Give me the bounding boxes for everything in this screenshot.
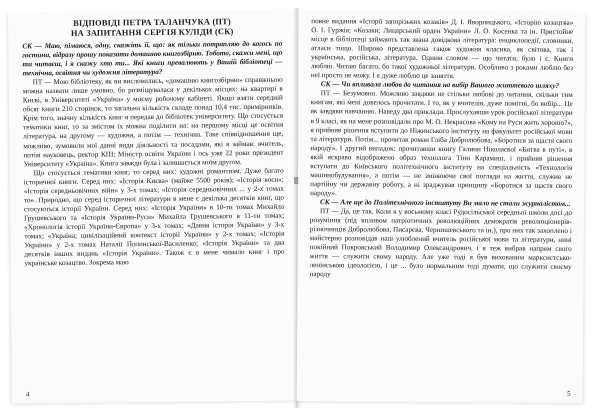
answer-paragraph: Що стосується тематики книг, то серед них: художні романтизм. Дуже багато історичної книги. Серед них: «Історія Києва» (майже 5500 років); «Історія воєн»; «Історія середньовічних війн» у 3-х томах; «Історія середньовічних ... у 2-х томах то». Природно, що серед історичної літератури в мене є декілька десятків книг, що стосуються історії України. Серед них: «Історія України» в 10-ти томах Михайла Грушевського та «Історія України-Руси» Михайла Грушевського в 11-ти томах; «Хронологія історії України-Європа» у 3-х томах; «Давня історія України» у 3-х томах; «Україна; цивілізаційний контекст історії України» у 2-х томах; «Історія України» у 2-х томах Наталії Полонської-Василенко; «Історія України» та два десятків інших видань «Історія України». Також є в мене чимало книг і про українське козацтво. Зокрема маю — [23, 166, 285, 268]
answer-paragraph: ПТ — Безумовно. Можливо завдяки не стільки любові до читання, скільки тим книгам, які мені довелось прочитати. І то, як у вчителів, дуже помітні, бо вибір... Це як завдяки навчанню. Наведу два приклади. Прослухавши урок російської літератури в 9 класі, як на мене розповідали про М. О. Некрасова «Кому на Руси жить хорошо?», я прийняв рішення вступити до Ніжинського інституту на факультет російської мови та літератури. Потім... прочитав роман Гліба Добролюбова, «Боротися за щастя свого народу». І другий випадок: прочитавши книгу Галини Ніколаєвої «Битва в путі», в якій яскраво відображено образ технолога Тіни Карамиш, і прийняв рішення вступати до Київського політехнічного інституту на спеціальність «Технологія машинобудування», а потім — не змінюючи свої погляди на життя, служив не партійну чи державну роботу, а ні зраджував принципу «Боротися за щастя свого народу». — [310, 89, 573, 198]
right-page — [297, 11, 586, 403]
question-paragraph: СК — Але ще до Політехнічного інституту Ви мало не стали журналістом... — [320, 198, 571, 208]
page-number-left: 4 — [25, 390, 30, 399]
answer-paragraph: ПТ — Да, це так. Коли я у восьмому класі Рудосільської середньої школи досі до розуміння (під впливом патріотичних революційних демократів революціонерів-різночинців Добролюбова, Писарєва, Чернишевського та ін.), про них так захоплено і майстерно розповідав наш улюблений вчитель російської мови та літератури, нині покійний Покровський Володимир Олександрович, і я теж вибрав напрям свого життя — служити свому народу. Але уже тоді я був вихованим марксистсько-ленінською ідеологією, і це ... було нормальним тоді думати, що служити своєму народу — [309, 207, 572, 279]
continuation-paragraph: повне видання «Історії запорізьких козаків» Д. І. Яворницького, «Історію козацтва» О. І. Гуржія; «Козаки; Лицарський орден України» Л. О. Косенка та ін. Пристойне місце в бібліотеці займають так звана довідкова література: енциклопедії, словники, атласи тощо. Широко представлена також художня класика, як світова, так і українська, російська, література. Одним словом — що читати, було і є. Книги люблю. Читаю багато, бо такої художньої літератури. Особливо з роками люблю без неї просто не можу. І я дуже люблю це заняття. — [310, 17, 574, 81]
left-page — [8, 11, 298, 404]
question-paragraph: СК — Чи впливала любов до читання на вибір Вашого життєвого шляху? — [320, 80, 560, 91]
question-paragraph: СК — Маю, пімаюся, одну, скажіть її, що: як тільки потрапляю до когось по гостини, відразу прошу показати домашню книгозбірню. Тобото, скажи мені, що ти читаєш, і я скажу хто ти... Які книги превалюють у Вашій бібліотеці — технічна, освітня чи художня література? — [22, 39, 283, 78]
answer-paragraph: ПТ — Мою бібліотеку, як ви висловились, «домашню книгозбірню» справжньою можна назвати лише умовно, бо розміщувалася у декількох місцях: на квартирі в Києві, в Університеті «Україна» у моєму робочому кабінеті. Якщо взяти середній обсяг книги 210 сторінок, то загальна кількість складе понад 10,4 тис. примірників. Крім того, значну кількість книг я передав до бібліотек університету. Що стосується тематики книг, то за змістом їх можна поділити на: на першому місці це освітня література, на другому — художня, а потім — технічна. Таке співвідношення ще, можливо, зумовили мої давні види діяльності та посадами, які я займав: вчитель, потім науковець, ректор КПІ; Міністр освіти України і ось уже 22 роки президент Університету «Україна». Книга завжди була і залишається моїм другом. — [22, 75, 284, 168]
page-number-right: 5 — [567, 389, 571, 398]
title-line-1: ВІДПОВІДІ ПЕТРА ТАЛАНЧУКА (ПТ) — [73, 17, 231, 28]
title-line-2: НА ЗАПИТАННЯ СЕРГІЯ КУЛІДИ (СК) — [70, 27, 234, 38]
interview-title — [22, 17, 282, 40]
